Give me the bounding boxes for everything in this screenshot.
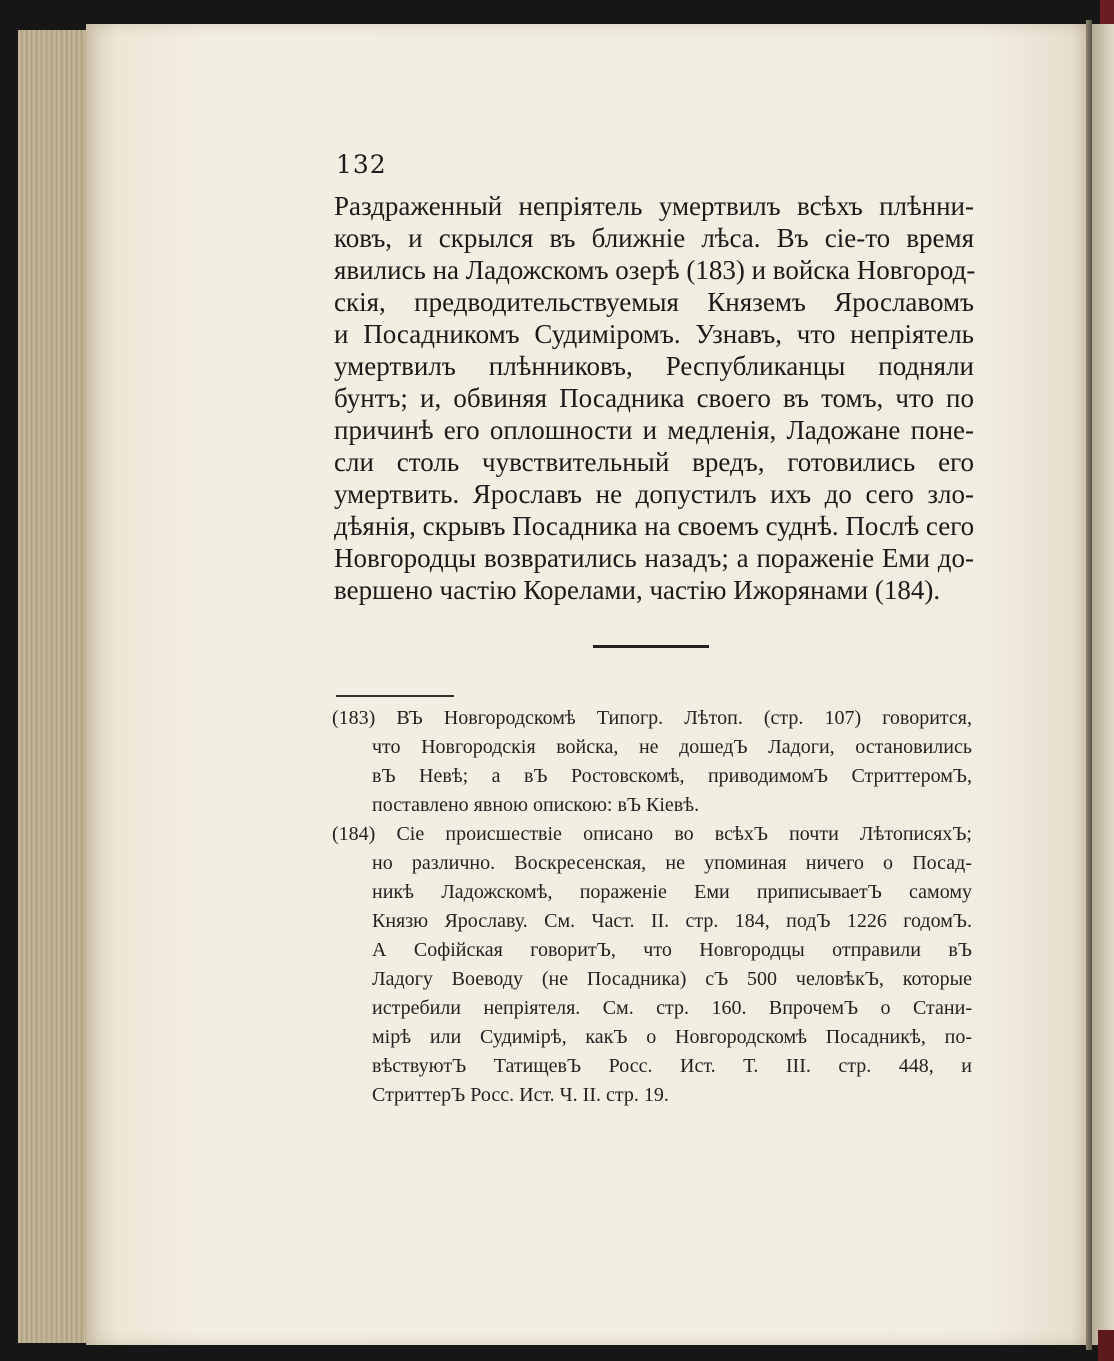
footnote-line: А Софійская говоритЪ, что Новгородцы отправили вЪ (372, 939, 972, 961)
footnote-line: никѣ Ладожскомѣ, пораженіе Еми приписываетЪ самому (372, 881, 972, 903)
body-line: бунтъ; и, обвиняя Посадника своего въ томъ, что по (334, 383, 974, 413)
footnote-line: поставлено явною опискою: вЪ Кіевѣ. (372, 794, 700, 816)
ribbon-marker-top (1100, 0, 1114, 24)
footnotes (332, 704, 972, 1110)
footnote-line: но различно. Воскресенская, не упоминая ничего о Посад- (372, 852, 972, 874)
body-line: явились на Ладожскомъ озерѣ (183) и войска Новгород- (334, 255, 976, 285)
body-line: Новгородцы возвратились назадъ; а пораженіе Еми до- (334, 543, 974, 573)
body-line: Раздраженный непріятель умертвилъ всѣхъ плѣнни- (334, 191, 974, 221)
main-text (334, 190, 974, 606)
footnote-line: истребили непріятеля. См. стр. 160. ВпрочемЪ о Стани- (372, 997, 972, 1019)
section-divider (593, 645, 709, 648)
body-line: умертвилъ плѣнниковъ, Республиканцы подняли (334, 351, 974, 381)
footnote-line: вѣствуютЪ ТатищевЪ Росс. Ист. Т. III. стр. 448, и (372, 1055, 972, 1077)
footnote-line: (184) Сіе происшествіе описано во всѣхЪ почти ЛѣтописяхЪ; (332, 823, 972, 845)
footnote-line: СтриттерЪ Росс. Ист. Ч. II. стр. 19. (372, 1084, 669, 1106)
body-line: ковъ, и скрылся въ ближніе лѣса. Въ сіе-то время (334, 223, 974, 253)
body-line: и Посадникомъ Судиміромъ. Узнавъ, что непріятель (334, 319, 974, 349)
body-line: умертвить. Ярославъ не допустилъ ихъ до сего зло- (334, 479, 974, 509)
body-line: скія, предводительствуемыя Княземъ Ярославомъ (334, 287, 974, 317)
footnote-line: вЪ Невѣ; а вЪ Ростовскомѣ, приводимомЪ СтриттеромЪ, (372, 765, 972, 787)
footnote-line: мірѣ или Судимірѣ, какЪ о Новгородскомѣ Посадникѣ, по- (372, 1026, 972, 1048)
footnote-line: Князю Ярославу. См. Част. II. стр. 184, подЪ 1226 годомЪ. (372, 910, 972, 932)
footnote-line: (183) ВЪ Новгородскомѣ Типогр. Лѣтоп. (стр. 107) говорится, (332, 707, 972, 729)
page-edges (18, 30, 96, 1343)
footnote-line: что Новгородскія войска, не дошедЪ Ладоги, остановились (372, 736, 972, 758)
body-line: причинѣ его оплошности и медленія, Ладожане поне- (334, 415, 974, 445)
page-number: 132 (336, 150, 387, 179)
body-line: дѣянія, скрывъ Посадника на своемъ суднѣ. Послѣ сего (334, 511, 975, 541)
footnote-line: Ладогу Воеводу (не Посадника) сЪ 500 человѣкЪ, которые (372, 968, 972, 990)
ribbon-marker-bottom (1098, 1330, 1114, 1361)
body-line: вершено частію Корелами, частію Ижорянами (184). (334, 575, 941, 605)
footnote-rule (336, 695, 454, 697)
body-line: сли столь чувствительный вредъ, готовились его (334, 447, 974, 477)
facing-page-edge (1092, 24, 1114, 1345)
